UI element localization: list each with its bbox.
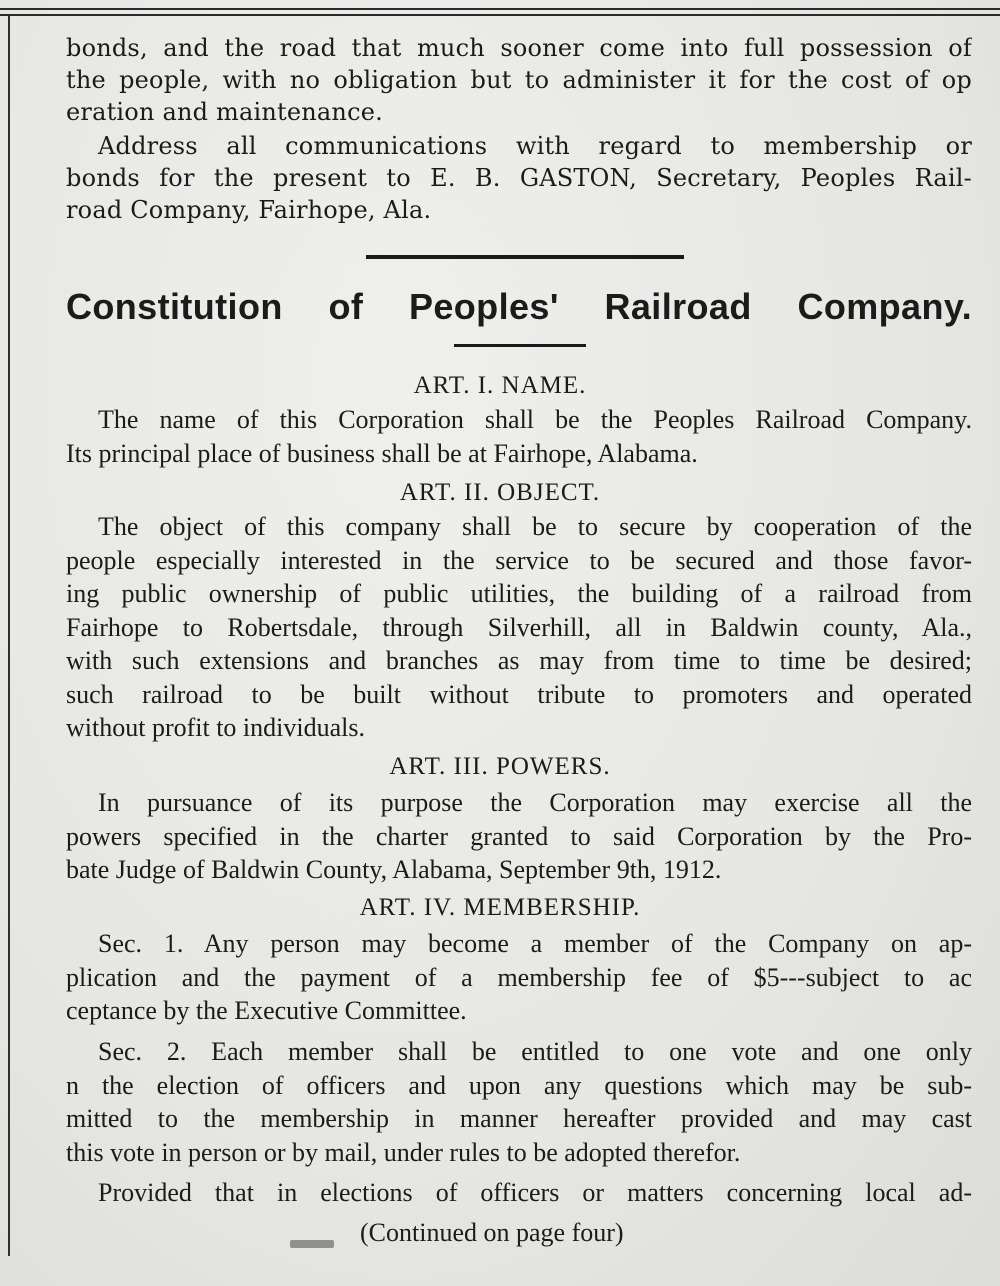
text-line: bate Judge of Baldwin County, Alabama, September 9th, 1912. [66, 855, 722, 884]
article-2-body [66, 510, 972, 745]
text-line: Fairhope to Robertsdale, through Silverhill, all in Baldwin county, Ala., [66, 612, 972, 642]
article-4-proviso [66, 1176, 972, 1210]
article-3-body [66, 786, 972, 887]
page-title: Constitution of Peoples' Railroad Company. [66, 286, 972, 327]
text-line: The object of this company shall be to secure by cooperation of the [98, 512, 972, 541]
text-line: people especially interested in the service to be secured and those favor- [66, 545, 972, 575]
section-divider [366, 255, 684, 259]
text-line: powers specified in the charter granted to said Corporation by the Pro- [66, 821, 972, 851]
continued-note: (Continued on page four) [360, 1218, 624, 1247]
top-border-rule-inner [0, 14, 1000, 16]
text-line: In pursuance of its purpose the Corporation may exercise all the [98, 788, 972, 817]
text-line: ing public ownership of public utilities, the building of a railroad from [66, 579, 972, 608]
column-border-rule [8, 16, 10, 1256]
text-line: n the election of officers and upon any questions which may be sub- [66, 1070, 972, 1100]
article-heading: ART. II. OBJECT. [399, 479, 601, 506]
text-line: bonds, and the road that much sooner come into full possession of [66, 34, 972, 62]
text-line: mitted to the membership in manner hereafter provided and may cast [66, 1104, 972, 1133]
article-4-sec-1 [66, 927, 972, 1028]
text-line: this vote in person or by mail, under rules to be adopted therefor. [66, 1137, 741, 1167]
article-1-body [66, 403, 972, 470]
title-underline [454, 344, 586, 347]
text-line: Provided that in elections of officers or matters concerning local ad- [98, 1178, 972, 1207]
text-line: road Company, Fairhope, Ala. [66, 196, 432, 224]
article-heading: ART. IV. MEMBERSHIP. [359, 894, 641, 921]
text-line: bonds for the present to E. B. GASTON, Secretary, Peoples Rail- [66, 164, 972, 192]
article-heading: ART. III. POWERS. [389, 753, 611, 780]
text-line: Address all communications with regard to membership or [98, 132, 972, 160]
article-4-sec-2 [66, 1035, 972, 1169]
text-line: eration and maintenance. [66, 98, 383, 126]
address-paragraph [66, 130, 972, 226]
text-line: Its principal place of business shall be at Fairhope, Alabama. [66, 438, 698, 468]
text-line: without profit to individuals. [66, 713, 365, 742]
text-line: The name of this Corporation shall be the Peoples Railroad Company. [98, 405, 972, 434]
text-line: such railroad to be built without tribute to promoters and operated [66, 679, 972, 709]
text-line: Sec. 2. Each member shall be entitled to one vote and one only [98, 1037, 972, 1066]
text-line: the people, with no obligation but to administer it for the cost of op [66, 66, 972, 94]
ink-smudge [290, 1240, 334, 1248]
text-line: plication and the payment of a membership fee of $5---subject to ac [66, 962, 972, 992]
top-border-rule [0, 8, 1000, 10]
intro-paragraph [66, 32, 972, 128]
text-line: ceptance by the Executive Committee. [66, 996, 467, 1025]
article-heading: ART. I. NAME. [413, 372, 587, 399]
text-line: with such extensions and branches as may from time to time be desired; [66, 646, 972, 675]
text-line: Sec. 1. Any person may become a member of the Company on ap- [98, 929, 972, 958]
